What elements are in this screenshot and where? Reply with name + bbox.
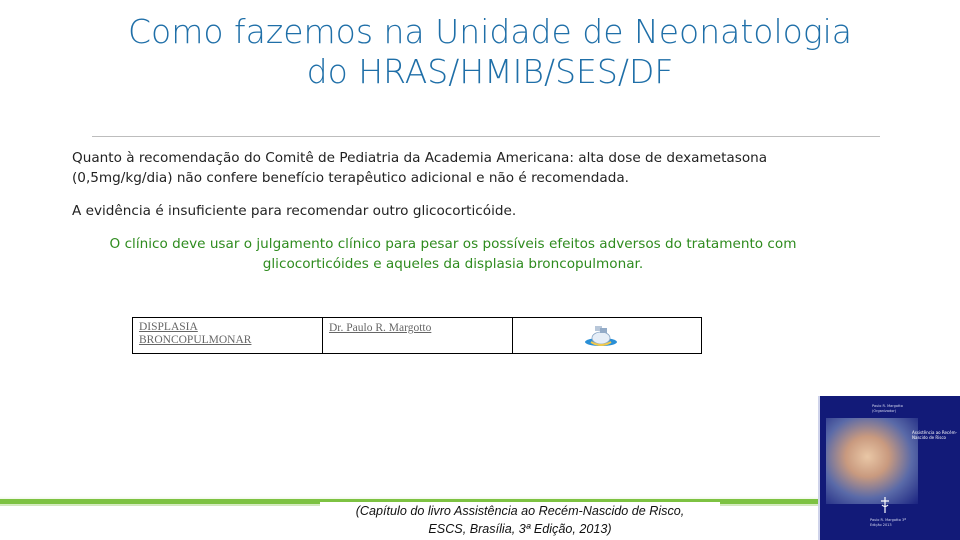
link-author[interactable]: Dr. Paulo R. Margotto	[323, 318, 513, 353]
slide-title-line1: Como fazemos na Unidade de Neonatologia	[127, 12, 853, 51]
link-displasia-line2: BRONCOPULMONAR	[139, 334, 252, 346]
book-cover-title: Assistência ao Recém-Nascido de Risco	[912, 430, 957, 440]
book-spine-edge	[818, 396, 820, 540]
slide-title-line2: do HRAS/HMIB/SES/DF	[306, 52, 674, 91]
book-caption	[320, 502, 720, 538]
globe-logo-icon[interactable]	[581, 322, 621, 350]
link-displasia-line1: DISPLASIA	[139, 321, 198, 333]
logo-cell	[513, 318, 701, 353]
paragraph-clinical-judgment: O clínico deve usar o julgamento clínico para pesar os possíveis efeitos adversos do tratamento com glicocorticóides e aqueles da displasia broncopulmonar.	[109, 236, 797, 272]
reference-table	[132, 317, 702, 354]
book-cover-image	[818, 396, 960, 540]
book-caption-line2: ESCS, Brasília, 3ª Edição, 2013)	[428, 522, 612, 536]
book-publisher-mark-icon	[878, 496, 892, 514]
book-cover-photo	[826, 418, 918, 504]
title-divider	[92, 136, 880, 137]
book-cover-footer: Paulo R. Margotto 3ª Edição 2013	[870, 518, 906, 527]
book-cover-top-text: Paulo R. Margotto (Organizador)	[872, 404, 903, 413]
slide-title	[60, 12, 920, 92]
paragraph-evidence: A evidência é insuficiente para recomendar outro glicocorticóide.	[72, 203, 517, 219]
book-caption-line1: (Capítulo do livro Assistência ao Recém-Nascido de Risco,	[355, 504, 685, 518]
link-displasia-broncopulmonar[interactable]	[133, 318, 323, 353]
paragraph-recommendation: Quanto à recomendação do Comitê de Pediatria da Academia Americana: alta dose de dexametasona (0,5mg/kg/dia) não confere benefício terapêutico adicional e não é recomendada.	[72, 150, 768, 186]
